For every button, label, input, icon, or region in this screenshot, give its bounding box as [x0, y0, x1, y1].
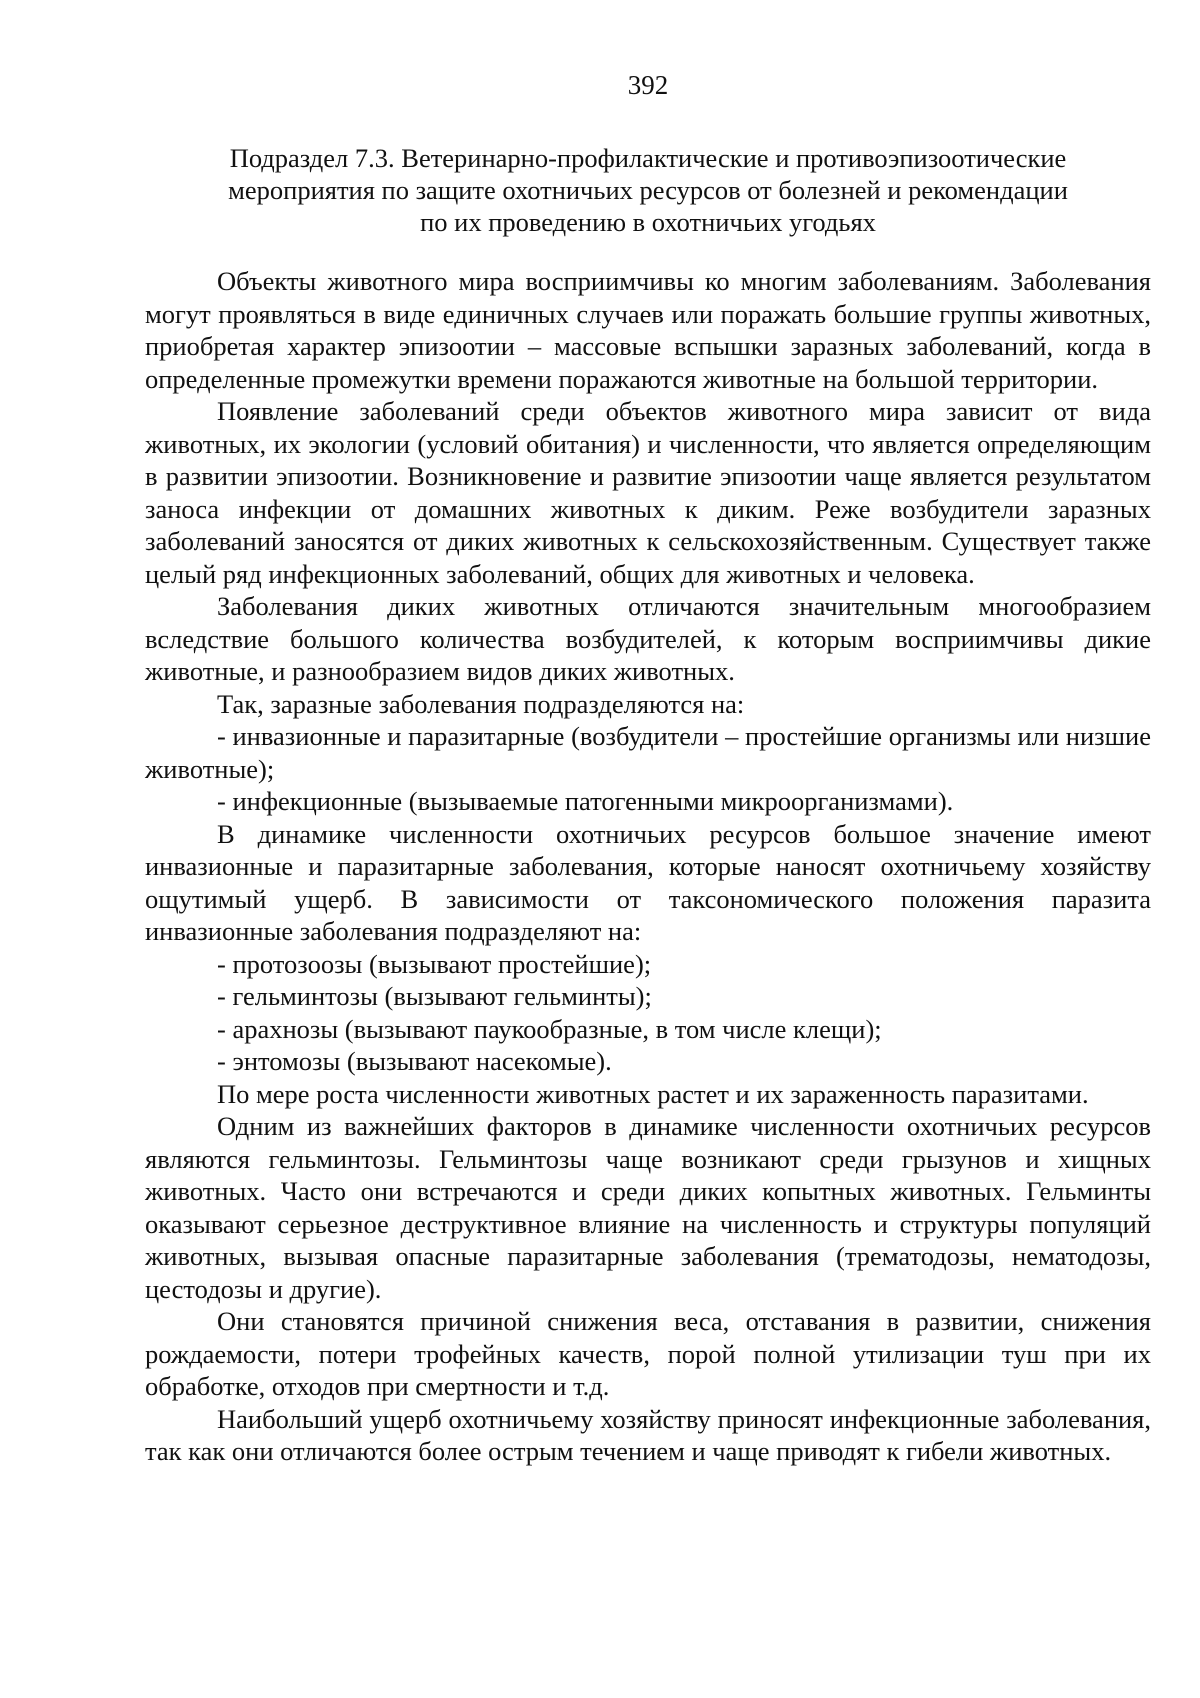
paragraph: Одним из важнейших факторов в динамике численности охотничьих ресурсов являются гельминтозы. Гельминтозы чаще возникают среди грызунов и хищных животных. Часто они встречаются и среди диких копытных животных. Гельминты оказывают серьезное деструктивное влияние на численность и структуры популяций животных, вызывая опасные паразитарные заболевания (трематодозы, нематодозы, цестодозы и другие). [145, 1111, 1151, 1304]
paragraph: Так, заразные заболевания подразделяются на: [217, 688, 745, 719]
list-item: - протозоозы (вызывают простейшие); [217, 948, 652, 979]
list-item: - инфекционные (вызываемые патогенными микроорганизмами). [217, 786, 954, 816]
paragraph: Появление заболеваний среди объектов животного мира зависит от вида животных, их экологии (условий обитания) и численности, что является определяющим в развитии эпизоотии. Возникновение и развитие эпизоотии чаще является результатом заноса инфекции от домашних животных к диким. Реже возбудители заразных заболеваний заносятся от диких животных к сельскохозяйственным. Существует также целый ряд инфекционных заболеваний, общих для животных и человека. [145, 396, 1151, 589]
section-heading-line: Подраздел 7.3. Ветеринарно-профилактические и противоэпизоотические [229, 143, 1067, 173]
paragraph: Объекты животного мира восприимчивы ко многим заболеваниям. Заболевания могут проявляться в виде единичных случаев или поражать большие группы животных, приобретая характер эпизоотии – массовые вспышки заразных заболеваний, когда в определенные промежутки времени поражаются животные на большой территории. [145, 266, 1151, 394]
paragraph: Они становятся причиной снижения веса, отставания в развитии, снижения рождаемости, потери трофейных качеств, порой полной утилизации туш при их обработке, отходов при смертности и т.д. [145, 1306, 1151, 1401]
list-item: - инвазионные и паразитарные (возбудители – простейшие организмы или низшие животные); [145, 721, 1151, 784]
paragraph: Наибольший ущерб охотничьему хозяйству приносят инфекционные заболевания, так как они отличаются более острым течением и чаще приводят к гибели животных. [145, 1403, 1151, 1466]
section-heading-line: по их проведению в охотничьих угодьях [420, 207, 876, 237]
paragraph: Заболевания диких животных отличаются значительным многообразием вследствие большого количества возбудителей, к которым восприимчивы дикие животные, и разнообразием видов диких животных. [145, 591, 1151, 686]
section-heading [145, 142, 1151, 238]
page-number: 392 [627, 70, 669, 100]
list-item: - арахнозы (вызывают паукообразные, в том числе клещи); [217, 1013, 882, 1044]
list-item: - гельминтозы (вызывают гельминты); [217, 981, 652, 1011]
paragraph: В динамике численности охотничьих ресурсов большое значение имеют инвазионные и паразитарные заболевания, которые наносят охотничьему хозяйству ощутимый ущерб. В зависимости от таксономического положения паразита инвазионные заболевания подразделяют на: [145, 818, 1151, 946]
body-text [145, 265, 1151, 1468]
list-item: - энтомозы (вызывают насекомые). [217, 1046, 612, 1076]
section-heading-line: мероприятия по защите охотничьих ресурсов от болезней и рекомендации [228, 175, 1068, 205]
paragraph: По мере роста численности животных растет и их зараженность паразитами. [217, 1078, 1089, 1109]
